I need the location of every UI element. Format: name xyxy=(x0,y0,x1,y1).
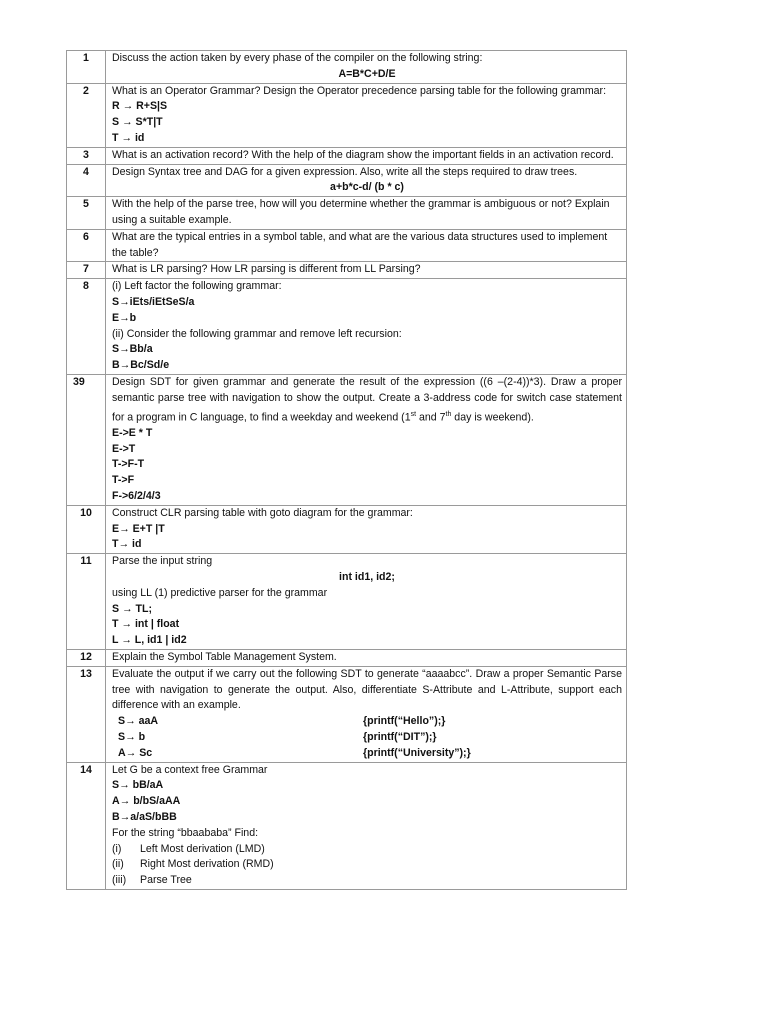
question-text-cell xyxy=(106,147,627,164)
question-number: 2 xyxy=(67,83,106,147)
grammar-line: E→b xyxy=(112,311,137,324)
sdt-production: S→ b xyxy=(118,731,146,743)
question-table-body xyxy=(67,51,627,890)
question-line: For the string “bbaababa” Find: xyxy=(112,826,259,839)
question-line: Parse the input string xyxy=(112,555,213,568)
question-text-cell xyxy=(106,83,627,147)
sub-item xyxy=(112,873,622,889)
question-line: Evaluate the output if we carry out the following SDT to generate “aaaabcc”. Draw a proper Semantic Parse tree with navigation to generate the output. Also, differentiate S-Attribute and L-Attribute, support each difference with an example. xyxy=(112,667,622,712)
question-line: What is an activation record? With the help of the diagram show the important fields in an activation record. xyxy=(112,148,614,161)
sub-item xyxy=(112,842,622,858)
question-line: Design Syntax tree and DAG for a given expression. Also, write all the steps required to draw trees. xyxy=(112,165,578,178)
question-text-cell xyxy=(106,164,627,197)
grammar-line: A→ b/bS/aAA xyxy=(112,795,181,808)
question-line: (i) Left factor the following grammar: xyxy=(112,280,282,293)
grammar-line: T → id xyxy=(112,131,145,144)
sub-item-text: Left Most derivation (LMD) xyxy=(140,842,265,855)
question-row xyxy=(67,164,627,197)
sdt-rule xyxy=(112,730,622,746)
sub-item-marker: (iii) xyxy=(112,874,127,887)
question-number: 39 xyxy=(67,374,106,505)
question-text-cell xyxy=(106,51,627,84)
question-row xyxy=(67,262,627,279)
question-line: What is an Operator Grammar? Design the Operator precedence parsing table for the following grammar: xyxy=(112,84,607,97)
question-row xyxy=(67,83,627,147)
question-row xyxy=(67,505,627,553)
question-number: 5 xyxy=(67,197,106,230)
question-number: 10 xyxy=(67,505,106,553)
grammar-line: S → TL; xyxy=(112,602,153,615)
grammar-line: a+b*c-d/ (b * c) xyxy=(330,181,404,194)
grammar-line: T->F xyxy=(112,474,135,487)
grammar-line: S → S*T|T xyxy=(112,116,163,129)
grammar-line: A=B*C+D/E xyxy=(338,67,396,80)
question-line: Design SDT for given grammar and generate the result of the expression ((6 –(2-4))*3). Draw a proper semantic parse tree with navigation to show the output. Create a 3-address code for switch case statement for a program in C language, to find a weekday and weekend (1st and 7th day is weekend). xyxy=(112,375,622,424)
question-text-cell xyxy=(106,197,627,230)
question-row xyxy=(67,229,627,262)
question-line: What are the typical entries in a symbol table, and what are the various data structures used to implement the table? xyxy=(112,230,608,259)
question-text-cell xyxy=(106,262,627,279)
question-line: (ii) Consider the following grammar and remove left recursion: xyxy=(112,327,402,340)
grammar-line: E->T xyxy=(112,442,136,455)
question-row xyxy=(67,279,627,375)
sub-item xyxy=(112,857,622,873)
sdt-rule xyxy=(112,714,622,730)
question-line: using LL (1) predictive parser for the grammar xyxy=(112,586,328,599)
grammar-line: L → L, id1 | id2 xyxy=(112,634,187,647)
sdt-production: S→ aaA xyxy=(118,715,159,728)
sdt-action: {printf(“Hello”);} xyxy=(363,715,446,728)
grammar-line: T→ id xyxy=(112,538,142,551)
grammar-line: B→Bc/Sd/e xyxy=(112,359,170,372)
question-row xyxy=(67,147,627,164)
grammar-line: S→Bb/a xyxy=(112,343,153,356)
grammar-line: F->6/2/4/3 xyxy=(112,490,161,503)
grammar-line: E→ E+T |T xyxy=(112,522,165,535)
question-row xyxy=(67,197,627,230)
question-line: Discuss the action taken by every phase of the compiler on the following string: xyxy=(112,52,483,64)
question-text-cell xyxy=(106,762,627,889)
grammar-line: E->E * T xyxy=(112,426,153,439)
question-text-cell xyxy=(106,554,627,650)
grammar-line: S→iEts/iEtSeS/a xyxy=(112,295,195,308)
sdt-production: A→ Sc xyxy=(118,746,153,759)
question-row xyxy=(67,554,627,650)
question-line: Explain the Symbol Table Management System. xyxy=(112,651,337,664)
question-line: What is LR parsing? How LR parsing is different from LL Parsing? xyxy=(112,263,421,276)
grammar-line: int id1, id2; xyxy=(339,571,395,584)
sdt-rule xyxy=(112,746,622,762)
question-number: 6 xyxy=(67,229,106,262)
question-text-cell xyxy=(106,279,627,375)
grammar-line: S→ bB/aA xyxy=(112,779,164,792)
grammar-line: B→a/aS/bBB xyxy=(112,810,177,823)
question-number: 1 xyxy=(67,51,106,84)
grammar-line: T → int | float xyxy=(112,618,180,631)
question-text-cell xyxy=(106,374,627,505)
question-text-cell xyxy=(106,666,627,762)
question-line: Let G be a context free Grammar xyxy=(112,763,268,776)
question-number: 3 xyxy=(67,147,106,164)
grammar-line: R → R+S|S xyxy=(112,100,168,113)
question-row xyxy=(67,666,627,762)
sub-item-text: Parse Tree xyxy=(140,874,192,887)
question-text-cell xyxy=(106,505,627,553)
sub-item-text: Right Most derivation (RMD) xyxy=(140,858,274,871)
sdt-action: {printf(“DIT”);} xyxy=(363,731,437,743)
sub-item-marker: (i) xyxy=(112,842,122,855)
question-number: 14 xyxy=(67,762,106,889)
question-number: 8 xyxy=(67,279,106,375)
question-line: Construct CLR parsing table with goto diagram for the grammar: xyxy=(112,506,413,519)
question-row xyxy=(67,374,627,505)
question-number: 7 xyxy=(67,262,106,279)
question-row xyxy=(67,51,627,84)
question-row xyxy=(67,762,627,889)
question-line: With the help of the parse tree, how will you determine whether the grammar is ambiguous or not? Explain using a suitable example. xyxy=(112,198,610,226)
grammar-line: T->F-T xyxy=(112,458,145,471)
question-number: 4 xyxy=(67,164,106,197)
question-text-cell xyxy=(106,650,627,667)
sub-item-marker: (ii) xyxy=(112,858,124,871)
question-text-cell xyxy=(106,229,627,262)
sdt-action: {printf(“University”);} xyxy=(363,746,471,759)
question-table xyxy=(66,50,627,890)
question-number: 12 xyxy=(67,650,106,667)
question-number: 11 xyxy=(67,554,106,650)
question-row xyxy=(67,650,627,667)
question-number: 13 xyxy=(67,666,106,762)
